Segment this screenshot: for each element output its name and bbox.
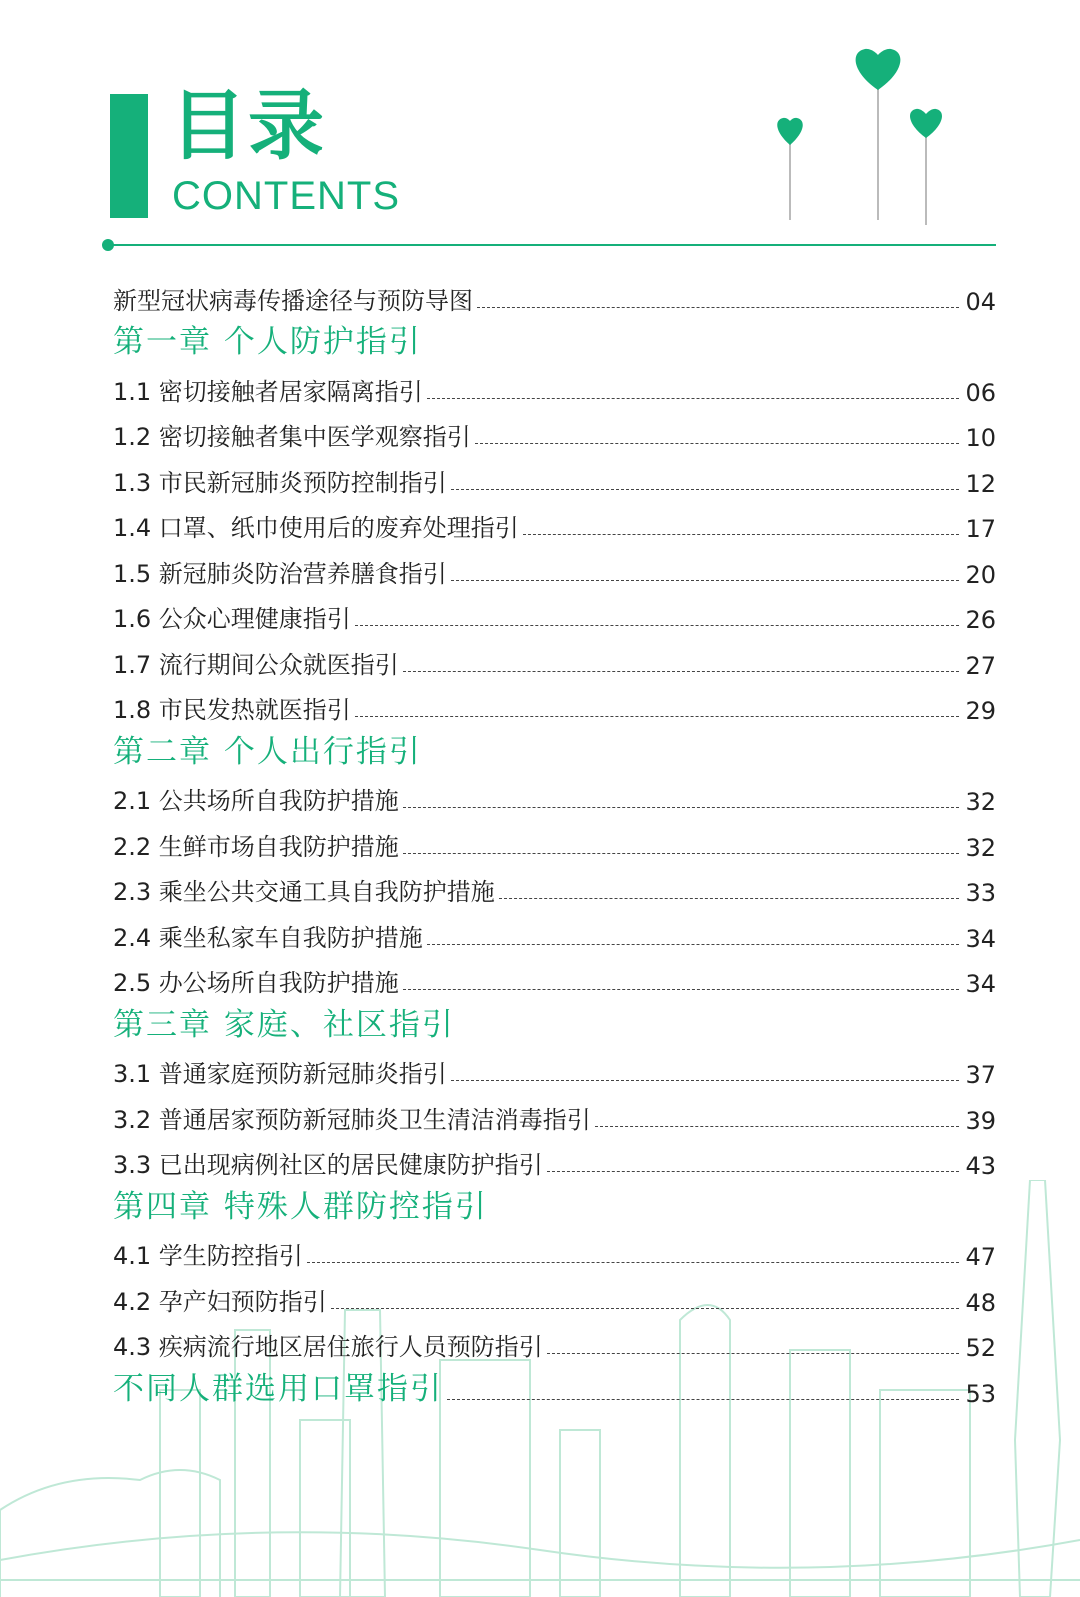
chapter-heading[interactable]: 第三章 家庭、社区指引 (113, 1006, 455, 1043)
header-divider (104, 244, 996, 246)
toc-entry-masks[interactable]: 不同人群选用口罩指引 53 (113, 1370, 996, 1408)
toc-entry[interactable]: 2.1 公共场所自我防护措施 32 (113, 787, 996, 816)
toc-entry[interactable]: 4.1 学生防控指引 47 (113, 1242, 996, 1271)
toc-entry[interactable]: 1.1 密切接触者居家隔离指引 06 (113, 377, 996, 407)
chapter-heading[interactable]: 第四章 特殊人群防控指引 (113, 1188, 488, 1225)
toc-entry[interactable]: 1.3 市民新冠肺炎预防控制指引 12 (113, 468, 996, 498)
toc-entry[interactable]: 3.3 已出现病例社区的居民健康防护指引 43 (113, 1151, 996, 1180)
toc-entry[interactable]: 2.5 办公场所自我防护措施 34 (113, 969, 996, 998)
chapter-heading[interactable]: 第一章 个人防护指引 (113, 324, 422, 360)
toc-entry[interactable]: 3.1 普通家庭预防新冠肺炎指引 37 (113, 1060, 996, 1089)
toc-entry[interactable]: 4.3 疾病流行地区居住旅行人员预防指引 52 (113, 1333, 996, 1362)
page-subtitle: CONTENTS (172, 174, 400, 218)
toc-entry[interactable]: 1.7 流行期间公众就医指引 27 (113, 650, 996, 680)
toc-entry[interactable]: 1.5 新冠肺炎防治营养膳食指引 20 (113, 559, 996, 589)
chapter-heading[interactable]: 第二章 个人出行指引 (113, 733, 422, 770)
toc-entry[interactable]: 1.2 密切接触者集中医学观察指引 10 (113, 423, 996, 452)
toc-entry[interactable]: 1.4 口罩、纸巾使用后的废弃处理指引 17 (113, 514, 996, 543)
toc-entry[interactable]: 2.2 生鲜市场自我防护措施 32 (113, 832, 996, 862)
toc-entry[interactable]: 2.4 乘坐私家车自我防护措施 34 (113, 923, 996, 953)
hearts-on-stems-icon (770, 40, 970, 240)
toc-entry[interactable]: 1.6 公众心理健康指引 26 (113, 605, 996, 634)
toc-entry[interactable]: 4.2 孕产妇预防指引 48 (113, 1287, 996, 1317)
divider-dot (102, 239, 114, 251)
toc-entry[interactable]: 2.3 乘坐公共交通工具自我防护措施 33 (113, 878, 996, 907)
toc-entry[interactable]: 3.2 普通居家预防新冠肺炎卫生清洁消毒指引 39 (113, 1105, 996, 1135)
toc-entry[interactable]: 1.8 市民发热就医指引 29 (113, 696, 996, 725)
header-accent-bar (110, 94, 148, 218)
page-title: 目录 (170, 81, 326, 170)
table-of-contents (113, 270, 996, 1408)
toc-entry[interactable]: 新型冠状病毒传播途径与预防导图 04 (113, 286, 996, 316)
